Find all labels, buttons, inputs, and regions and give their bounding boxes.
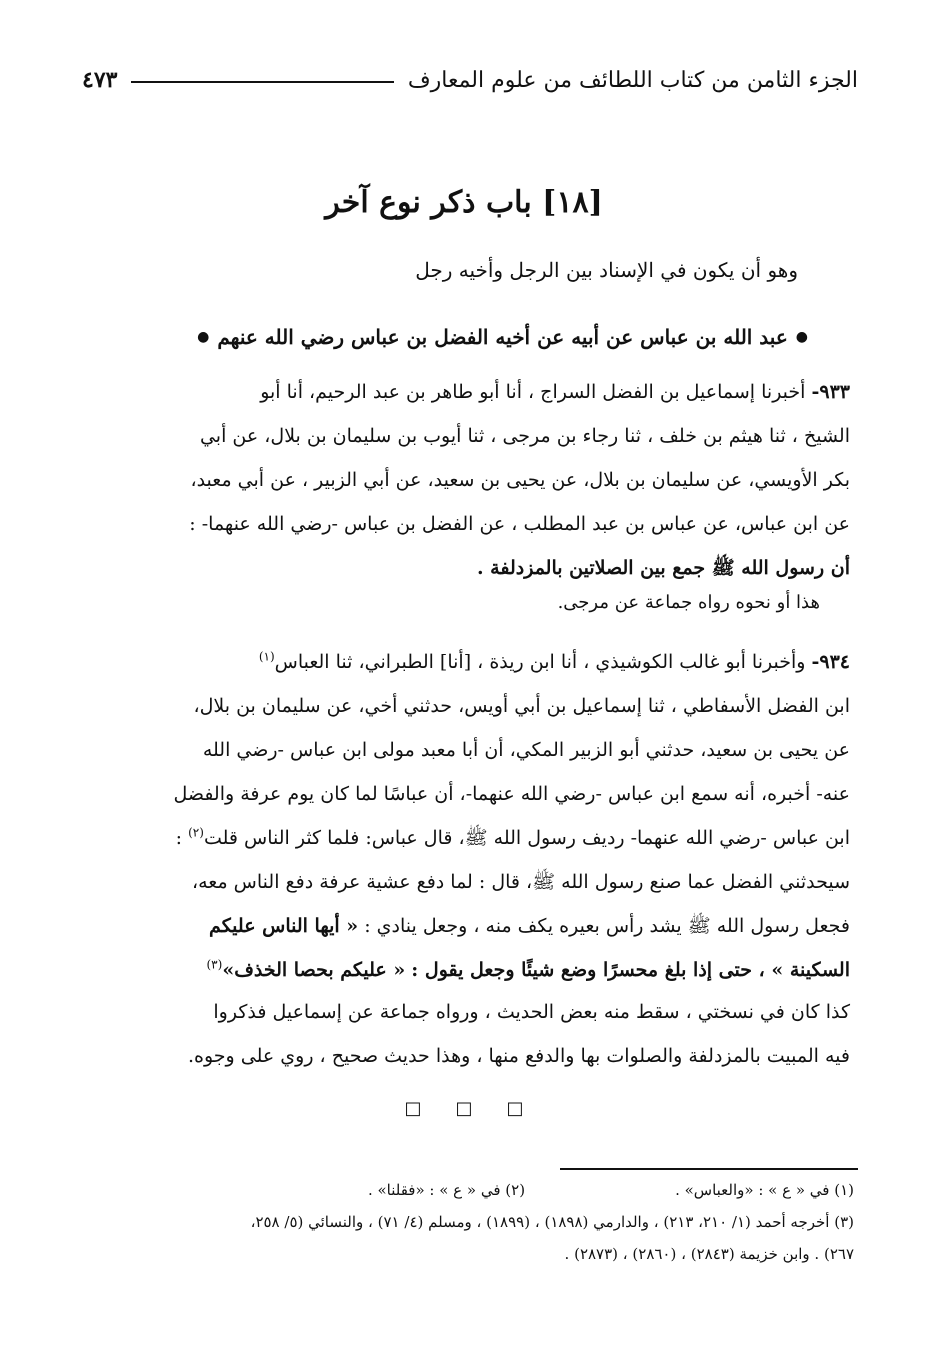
chapter-title: [١٨] باب ذكر نوع آخر xyxy=(325,185,603,220)
closing-paragraph xyxy=(80,990,850,1078)
running-title: الجزء الثامن من كتاب اللطائف من علوم المعارف xyxy=(407,67,858,93)
bullet-icon: ● xyxy=(197,329,210,345)
footnote-1: (١) في « ع » : «والعباس» . xyxy=(675,1181,854,1199)
footnote-mark: (٣) xyxy=(206,957,223,972)
hadith-line: ٩٣٤- وأخبرنا أبو غالب الكوشيذي ، أنا ابن ريذة ، [أنا] الطبراني، ثنا العباس$^{(١)}$ xyxy=(258,649,850,673)
hadith-line: عن ابن عباس، عن عباس بن عبد المطلب ، عن الفضل بن عباس -رضي الله عنهما- : xyxy=(189,513,850,535)
footnote-row xyxy=(70,1174,854,1206)
footnotes xyxy=(70,1174,854,1270)
square-icon: □ xyxy=(506,1098,524,1119)
square-icon: □ xyxy=(404,1098,422,1119)
footnote-2: (٢) في « ع » : «فقلنا» . xyxy=(367,1181,526,1199)
hadith-line: فجعل رسول الله ﷺ يشد رأس بعيره يكف منه ، وجعل ينادي : « أيها الناس عليكم xyxy=(209,915,850,937)
hadith-matn: أن رسول الله ﷺ جمع بين الصلاتين بالمزدلفة . xyxy=(476,557,850,579)
footnote-mark: (١) xyxy=(258,649,275,664)
hadith-line: بكر الأويسي، عن سليمان بن بلال، عن يحيى بن سعيد، عن أبي الزبير ، عن أبي معبد، xyxy=(190,469,850,491)
section-heading xyxy=(197,325,808,349)
footnote-rule xyxy=(560,1168,858,1170)
hadith-line: ابن الفضل الأسفاطي ، ثنا إسماعيل بن أبي أويس، حدثني أخي، عن سليمان بن بلال، xyxy=(193,695,850,717)
hadith-number: ٩٣٣- xyxy=(811,381,850,403)
hadith-line: عنه- أخبره، أنه سمع ابن عباس -رضي الله عنهما-، أن عباسًا لما كان يوم عرفة والفضل xyxy=(173,783,850,805)
footnote-mark: (٢) xyxy=(188,825,204,840)
footnote-3: (٣) أخرجه أحمد (١/ ٢١٠، ٢١٣) ، والدارمي (١٨٩٨) ، (١٨٩٩) ، ومسلم (٤/ ٧١) ، والنسائي (٥/ ٢٥٨، xyxy=(250,1213,854,1231)
section-separator xyxy=(0,1098,928,1119)
hadith-line: الشيخ ، ثنا هيثم بن خلف ، ثنا رجاء بن مرجى ، ثنا أيوب بن سليمان بن بلال، عن أبي xyxy=(199,425,850,447)
paragraph-line: كذا كان في نسختي ، سقط منه بعض الحديث ، ورواه جماعة عن إسماعيل فذكروا xyxy=(213,1001,850,1023)
quoted-phrase: « عليكم بحصا الخذف» xyxy=(222,959,406,981)
hadith-number: ٩٣٤- xyxy=(811,651,850,673)
hadith-933 xyxy=(80,370,850,590)
hadith-line: ٩٣٣- أخبرنا إسماعيل بن الفضل السراج ، أنا أبو طاهر بن عبد الرحيم، أنا أبو xyxy=(260,381,850,403)
hadith-line: السكينة » ، حتى إذا بلغ محسرًا وضع شيئًا وجعل يقول : « عليكم بحصا الخذف»$^{(٣)}$ xyxy=(206,957,850,981)
hadith-line: عن يحيى بن سعيد، حدثني أبو الزبير المكي، أن أبا معبد مولى ابن عباس -رضي الله xyxy=(202,739,850,761)
hadith-line: سيحدثني الفضل عما صنع رسول الله ﷺ، قال : لما دفع عشية عرفة دفع الناس معه، xyxy=(191,871,850,893)
square-icon: □ xyxy=(455,1098,473,1119)
hadith-934 xyxy=(80,640,850,992)
hadith-line: ابن عباس -رضي الله عنهما- رديف رسول الله ﷺ، قال عباس: فلما كثر الناس قلت$^{(٢)}$ : xyxy=(175,825,850,849)
page-header xyxy=(82,60,858,100)
quoted-phrase: « أيها الناس عليكم xyxy=(209,915,359,937)
hadith-933-note: هذا أو نحوه رواه جماعة عن مرجى. xyxy=(557,592,820,613)
header-rule xyxy=(131,81,393,83)
section-heading-text: عبد الله بن عباس عن أبيه عن أخيه الفضل بن عباس رضي الله عنهم xyxy=(217,325,788,349)
paragraph-line: فيه المبيت بالمزدلفة والصلوات بها والدفع منها ، وهذا حديث صحيح ، روي على وجوه. xyxy=(188,1045,850,1067)
page-number: ٤٧٣ xyxy=(82,67,118,93)
chapter-intro: وهو أن يكون في الإسناد بين الرجل وأخيه رجل xyxy=(415,258,798,282)
bullet-icon: ● xyxy=(795,329,808,345)
footnote-3-cont: ٢٦٧) . وابن خزيمة (٢٨٤٣) ، (٢٨٦٠) ، (٢٨٧٣) . xyxy=(564,1245,854,1263)
